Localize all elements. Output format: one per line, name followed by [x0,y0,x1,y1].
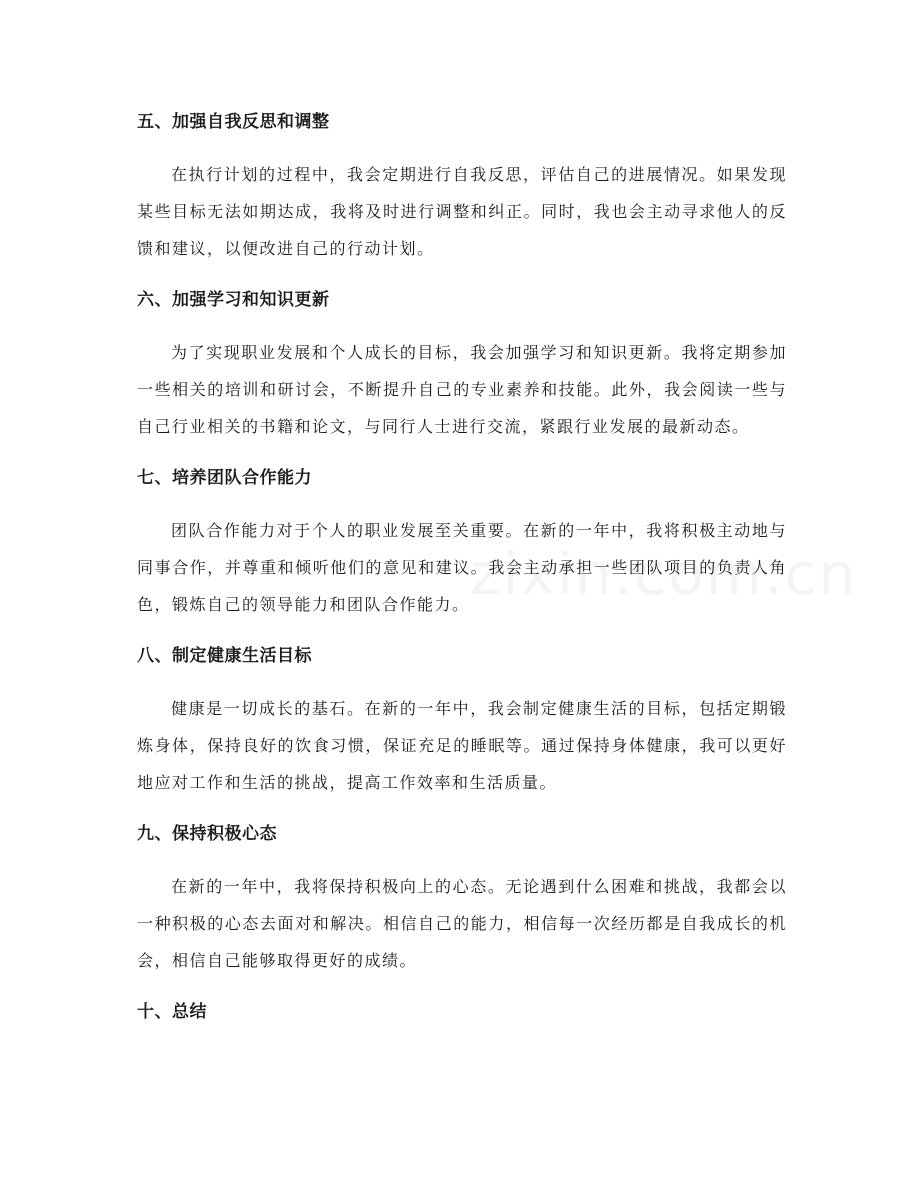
section-heading: 五、加强自我反思和调整 [137,112,330,132]
section-5 [137,108,787,267]
section-paragraph: 健康是一切成长的基石。在新的一年中，我会制定健康生活的目标，包括定期锻炼身体，保持良好的饮食习惯，保证充足的睡眠等。通过保持身体健康，我可以更好地应对工作和生活的挑战，提高工作效率和生活质量。 [137,699,787,792]
section-8 [137,642,787,801]
section-paragraph: 团队合作能力对于个人的职业发展至关重要。在新的一年中，我将积极主动地与同事合作，并尊重和倾听他们的意见和建议。我会主动承担一些团队项目的负责人角色，锻炼自己的领导能力和团队合作能力。 [137,521,787,614]
section-paragraph: 在执行计划的过程中，我会定期进行自我反思，评估自己的进展情况。如果发现某些目标无法如期达成，我将及时进行调整和纠正。同时，我也会主动寻求他人的反馈和建议，以便改进自己的行动计划。 [137,165,787,258]
section-paragraph: 在新的一年中，我将保持积极向上的心态。无论遇到什么困难和挑战，我都会以一种积极的心态去面对和解决。相信自己的能力，相信每一次经历都是自我成长的机会，相信自己能够取得更好的成绩。 [137,877,787,970]
section-paragraph: 为了实现职业发展和个人成长的目标，我会加强学习和知识更新。我将定期参加一些相关的培训和研讨会，不断提升自己的专业素养和技能。此外，我会阅读一些与自己行业相关的书籍和论文，与同行人士进行交流，紧跟行业发展的最新动态。 [137,343,787,436]
section-10 [137,998,787,1026]
section-7 [137,464,787,623]
section-heading: 九、保持积极心态 [137,824,277,844]
section-heading: 十、总结 [137,1002,207,1022]
section-heading: 八、制定健康生活目标 [137,646,312,666]
section-6 [137,286,787,445]
section-heading: 六、加强学习和知识更新 [137,290,330,310]
document-body [137,108,787,1046]
section-heading: 七、培养团队合作能力 [137,468,312,488]
section-9 [137,820,787,979]
